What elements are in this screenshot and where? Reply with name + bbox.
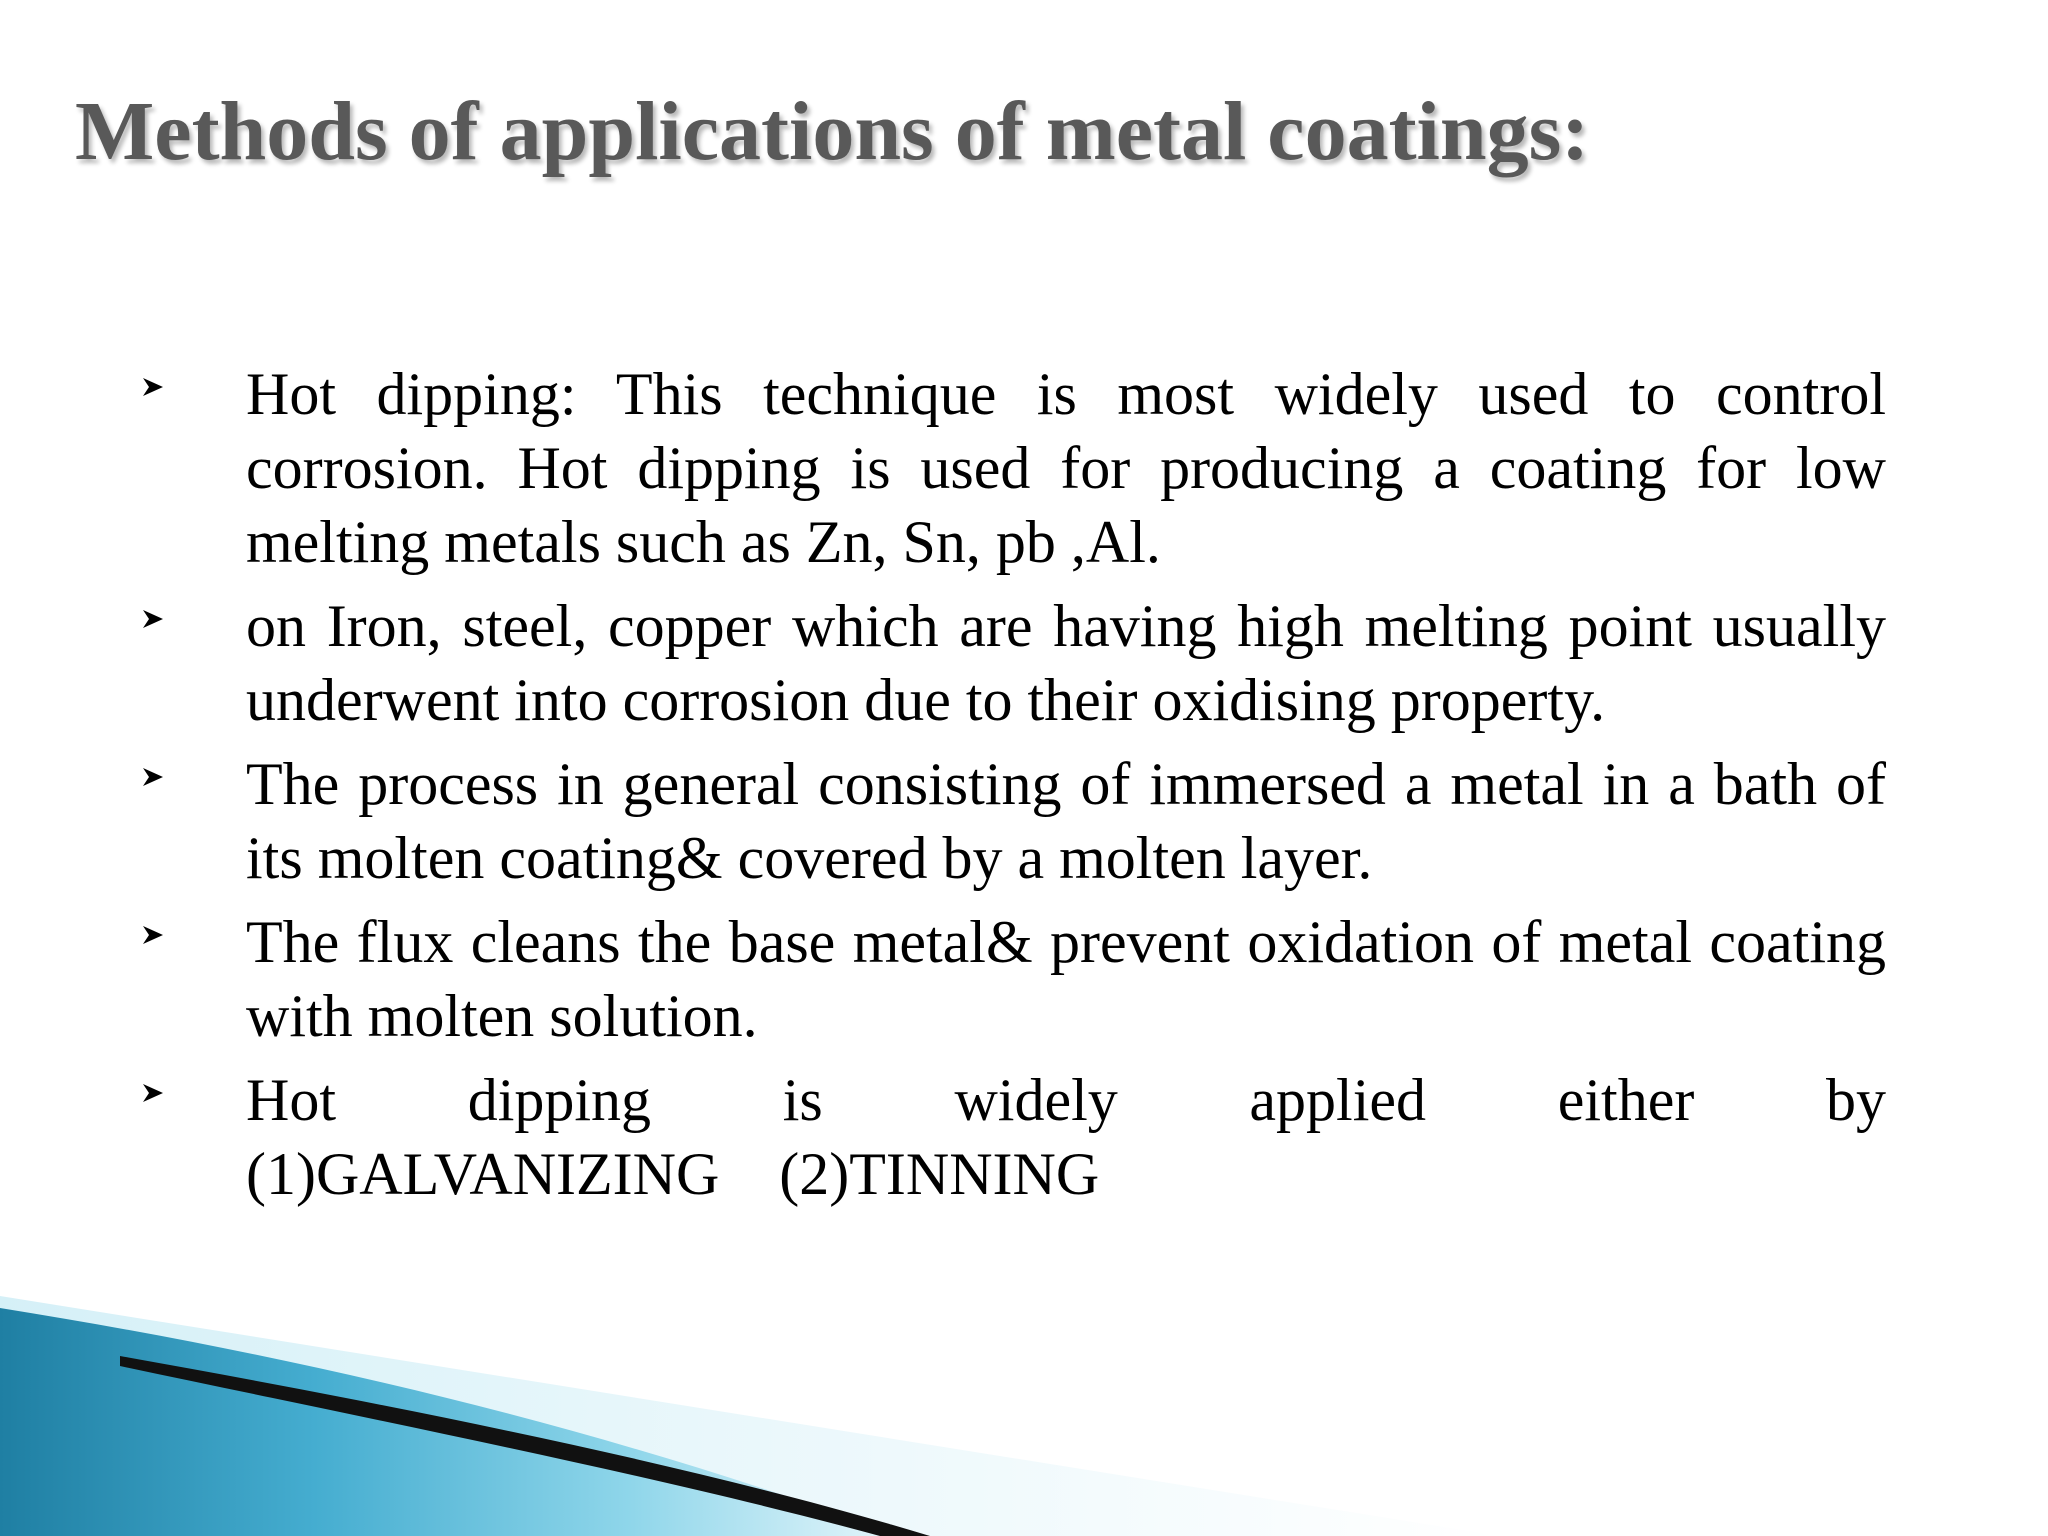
slide-title: Methods of applications of metal coatings: bbox=[75, 85, 1590, 178]
bullet-text: Hot dipping: This technique is most widely used to control corrosion. Hot dipping is used for producing a coating for low melting metals such as Zn, Sn, pb ,Al. bbox=[246, 361, 1886, 575]
bullet-item bbox=[0, 1063, 2048, 1211]
bullet-text: The process in general consisting of immersed a metal in a bath of its molten coating& covered by a molten layer. bbox=[246, 751, 1886, 891]
bullet-text: The flux cleans the base metal& prevent oxidation of metal coating with molten solution. bbox=[246, 909, 1886, 1049]
bullet-item bbox=[0, 747, 2048, 895]
arrowhead-bullet-icon bbox=[141, 375, 165, 399]
bullet-text-line: (1)GALVANIZING (2)TINNING bbox=[246, 1141, 1100, 1207]
arrowhead-bullet-icon bbox=[141, 765, 165, 789]
bullet-text-line: Hot dipping is widely applied either by bbox=[246, 1067, 1886, 1133]
bullet-text: on Iron, steel, copper which are having high melting point usually underwent into corrosion due to their oxidising property. bbox=[246, 593, 1886, 733]
arrowhead-bullet-icon bbox=[141, 1081, 165, 1105]
bullet-item bbox=[0, 905, 2048, 1053]
decorative-swoosh bbox=[0, 1276, 2048, 1536]
arrowhead-bullet-icon bbox=[141, 923, 165, 947]
bullet-item bbox=[0, 589, 2048, 737]
bullet-item bbox=[0, 357, 2048, 579]
bullet-list bbox=[0, 357, 2048, 1221]
arrowhead-bullet-icon bbox=[141, 607, 165, 631]
